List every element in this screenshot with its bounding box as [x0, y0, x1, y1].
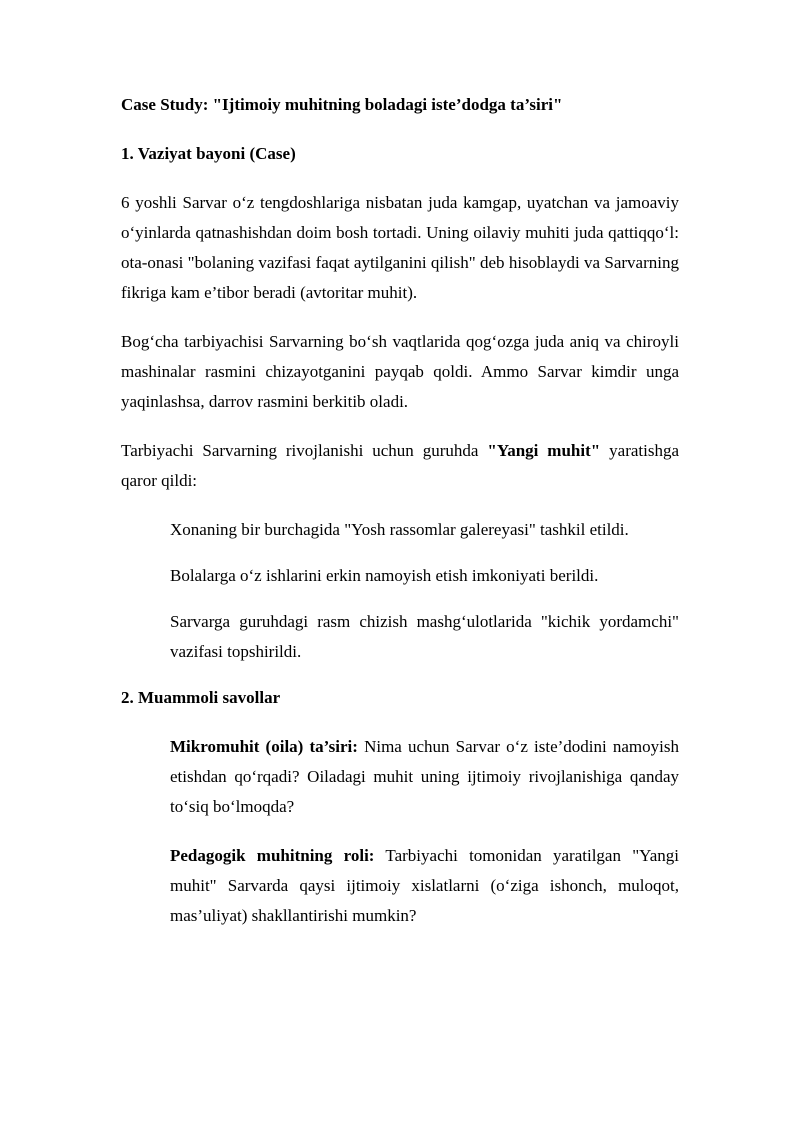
document-page [121, 93, 679, 950]
case-paragraph-3-start: Tarbiyachi Sarvarning rivojlanishi uchun guruhda [121, 441, 488, 460]
question-text-2: Tarbiyachi tomonidan yaratilgan "Yangi muhit" Sarvarda qaysi ijtimoiy xislatlarni (o‘ziga ishonch, muloqot, mas’uliyat) shakllantirishi mumkin? [170, 846, 679, 925]
measure-item-3: Sarvarga guruhdagi rasm chizish mashg‘ulotlarida "kichik yordamchi" vazifasi topshirildi. [170, 612, 679, 661]
question-label-1: Mikromuhit (oila) ta’siri: [170, 737, 358, 756]
question-item-2 [170, 841, 679, 931]
case-paragraph-2: Bog‘cha tarbiyachisi Sarvarning bo‘sh vaqtlarida qog‘ozga juda aniq va chiroyli mashinalar rasmini chizayotganini payqab qoldi. Ammo Sarvar kimdir unga yaqinlashsa, darrov rasmini berkitib oladi. [121, 332, 679, 411]
question-item-1 [170, 732, 679, 822]
measure-item-1: Xonaning bir burchagida "Yosh rassomlar galereyasi" tashkil etildi. [170, 520, 629, 539]
section-heading-case: 1. Vaziyat bayoni (Case) [121, 144, 296, 163]
question-text-1: Nima uchun Sarvar o‘z iste’dodini namoyish etishdan qo‘rqadi? Oiladagi muhit uning ijtimoiy rivojlanishiga qanday to‘siq bo‘lmoqda? [170, 737, 679, 816]
case-paragraph-1: 6 yoshli Sarvar o‘z tengdoshlariga nisbatan juda kamgap, uyatchan va jamoaviy o‘yinlarda qatnashishdan doim bosh tortadi. Uning oilaviy muhiti juda qattiqqo‘l: ota-onasi "bolaning vazifasi faqat aytilganini qilish" deb hisoblaydi va Sarvarning fikriga kam e’tibor beradi (avtoritar muhit). [121, 193, 679, 302]
case-paragraph-3 [121, 436, 679, 496]
document-title: Case Study: "Ijtimoiy muhitning boladagi iste’dodga ta’siri" [121, 95, 563, 114]
measure-item-2: Bolalarga o‘z ishlarini erkin namoyish etish imkoniyati berildi. [170, 566, 599, 585]
new-environment-term: "Yangi muhit" [487, 441, 601, 460]
question-label-2: Pedagogik muhitning roli: [170, 846, 375, 865]
case-paragraph-3-end: yaratishga qaror qildi: [121, 441, 680, 490]
section-heading-questions: 2. Muammoli savollar [121, 688, 281, 707]
